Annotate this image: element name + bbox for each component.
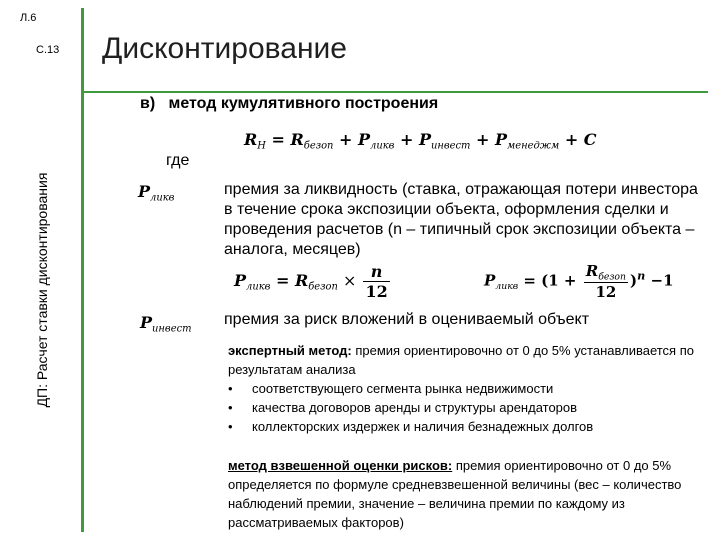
bullet-icon: • xyxy=(228,381,233,396)
list-item: • коллекторских издержек и наличия безнадежных долгов xyxy=(228,419,594,434)
expert-method-text: премия ориентировочно от 0 до 5% устанавливается по результатам анализа xyxy=(228,343,698,377)
factor-list xyxy=(228,379,698,436)
weighted-method xyxy=(228,456,713,532)
where-label: где xyxy=(166,152,190,169)
side-label: ДП: Расчет ставки дисконтирования xyxy=(34,172,50,408)
liquidity-formula-compound: $P_{ликв} = (1$ + $\frac{R_{безоп}}{12}$ )$^n$ −1 xyxy=(484,262,674,302)
bullet-icon: • xyxy=(228,400,233,415)
list-item: • соответствующего сегмента рынка недвижимости xyxy=(228,381,554,396)
vertical-divider xyxy=(81,8,84,532)
investment-description: премия за риск вложений в оцениваемый объект xyxy=(224,311,590,328)
expert-method xyxy=(228,341,698,379)
section-subtitle: в) метод кумулятивного построения xyxy=(140,95,439,112)
weighted-method-text: премия ориентировочно от 0 до 5% определяется по формуле средневзвешенной величины (вес – количество наблюдений премии, значение – величина премии по каждому из рассматриваемых факторов) xyxy=(228,458,686,530)
liquidity-description: премия за ликвидность (ставка, отражающая потери инвестора в течение срока экспозиции объекта, оформления сделки и проведения расчетов (n – типичный срок экспозиции объекта – аналога, месяцев) xyxy=(224,181,698,258)
investment-symbol: $P_{инвест}$ xyxy=(140,313,192,335)
liquidity-symbol: $P_{ликв}$ xyxy=(138,182,175,204)
list-item: • качества договоров аренды и структуры арендаторов xyxy=(228,400,578,415)
bullet-icon: • xyxy=(228,419,233,434)
page-title: Дисконтирование xyxy=(102,32,347,65)
weighted-method-label: метод взвешенной оценки рисков: xyxy=(228,458,453,473)
slide-number-l: Л.6 xyxy=(20,12,37,24)
horizontal-divider xyxy=(81,91,708,93)
main-formula: $R_Н = R_{безоп} + P_{ликв} + P_{инвест} + P_{менеджм} + C$ xyxy=(244,130,597,152)
liquidity-formula-linear: $P_{ликв} = R_{безоп}$ × $\frac{n}{12}$ xyxy=(234,262,388,301)
expert-method-label: экспертный метод: xyxy=(228,343,352,358)
slide-number-c: С.13 xyxy=(36,44,60,56)
